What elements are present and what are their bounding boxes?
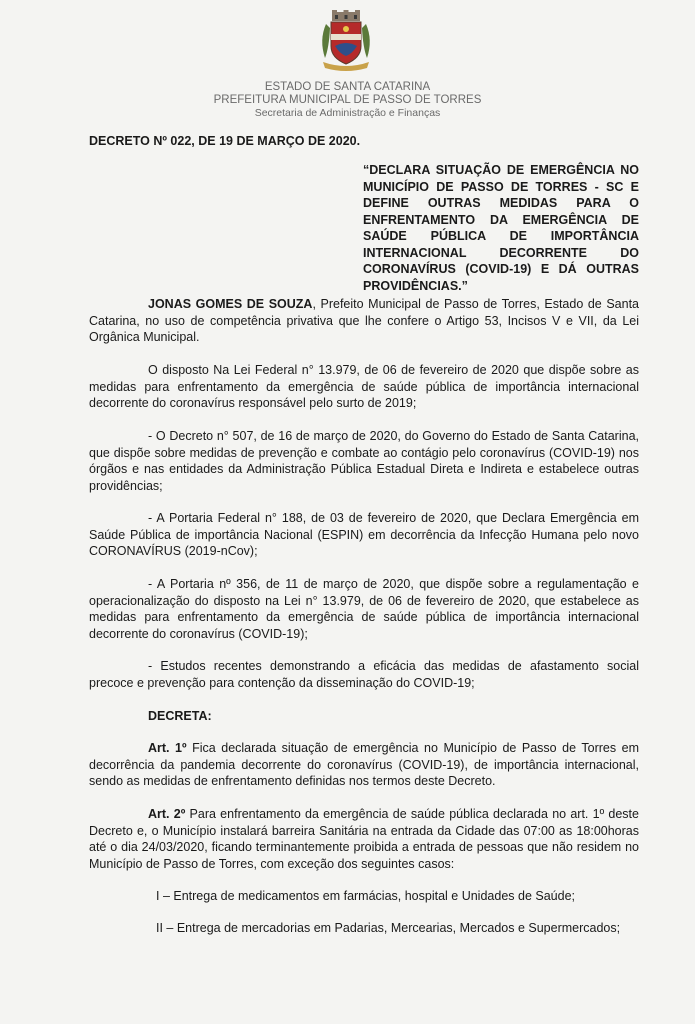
decree-title: DECRETO Nº 022, DE 19 DE MARÇO DE 2020.	[89, 134, 361, 148]
prefecture-name: PREFEITURA MUNICIPAL DE PASSO DE TORRES	[213, 94, 482, 106]
decree-ementa: “DECLARA SITUAÇÃO DE EMERGÊNCIA NO MUNICÍPIO DE PASSO DE TORRES - SC E DEFINE OUTRAS MEDIDAS PARA O ENFRENTAMENTO DA EMERGÊNCIA DE SAÚDE PÚBLICA DE IMPORTÂNCIA INTERNACIONAL DECORRENTE DO CORONAVÍRUS (COVID-19) E DÁ OUTRAS PROVIDÊNCIAS.”	[363, 163, 639, 293]
article-label: Art. 2º	[148, 807, 186, 821]
list-item: II – Entrega de mercadorias em Padarias, Mercearias, Mercados e Supermercados;	[156, 921, 621, 935]
consideration-paragraph: - A Portaria Federal n° 188, de 03 de fevereiro de 2020, que Declara Emergência em Saúde Pública de importância Nacional (ESPIN) em decorrência da Infecção Humana pelo novo CORONAVÍRUS (2019-nCov);	[89, 511, 639, 558]
list-item: I – Entrega de medicamentos em farmácias, hospital e Unidades de Saúde;	[156, 889, 575, 903]
consideration-paragraph: - O Decreto n° 507, de 16 de março de 2020, do Governo do Estado de Santa Catarina, que dispõe sobre medidas de prevenção e combate ao contágio pelo coronavírus (COVID-19) nos órgãos e nas entidades da Administração Pública Estadual Direta e Indireta e estabelece outras providências;	[89, 429, 639, 493]
consideration-paragraph: - Estudos recentes demonstrando a eficácia das medidas de afastamento social precoce e prevenção para contenção da disseminação do COVID-19;	[89, 659, 639, 690]
article-1	[89, 740, 639, 790]
state-name: ESTADO DE SANTA CATARINA	[264, 81, 431, 93]
decreta-label: DECRETA:	[148, 709, 212, 723]
mayor-name: JONAS GOMES DE SOUZA	[148, 297, 313, 311]
consideration-paragraph: - A Portaria nº 356, de 11 de março de 2020, que dispõe sobre a regulamentação e operacionalização do disposto na Lei n° 13.979, de 06 de fevereiro de 2020, que estabelece as medidas para enfrentamento da emergência de saúde pública de importância internacional decorrente do coronavírus (COVID-19);	[89, 577, 639, 641]
preamble-paragraph	[89, 296, 639, 346]
coat-of-arms-icon	[317, 10, 375, 72]
article-text: Fica declarada situação de emergência no Município de Passo de Torres em decorrência da pandemia decorrente do coronavírus (COVID-19), de importância internacional, sendo as medidas de enfrentamento definidas nos termos deste Decreto.	[89, 741, 639, 788]
article-label: Art. 1º	[148, 741, 187, 755]
secretariat-name: Secretaria de Administração e Finanças	[254, 107, 441, 119]
article-2	[89, 806, 639, 872]
article-text: Para enfrentamento da emergência de saúde pública declarada no art. 1º deste Decreto e, o Município instalará barreira Sanitária na entrada da Cidade das 07:00 as 18:00horas até o dia 24/03/2020, ficando terminantemente proibida a entrada de pessoas que não residem no Município de Passo de Torres, com exceção dos seguintes casos:	[89, 807, 639, 871]
consideration-paragraph: O disposto Na Lei Federal n° 13.979, de 06 de fevereiro de 2020 que dispõe sobre as medidas para enfrentamento da emergência de saúde pública de importância internacional decorrente do coronavírus responsável pelo surto de 2019;	[89, 363, 639, 410]
preamble-text: , Prefeito Municipal de Passo de Torres, Estado de Santa Catarina, no uso de competência privativa que lhe confere o Artigo 53, Incisos V e VII, da Lei Orgânica Municipal.	[89, 297, 639, 344]
